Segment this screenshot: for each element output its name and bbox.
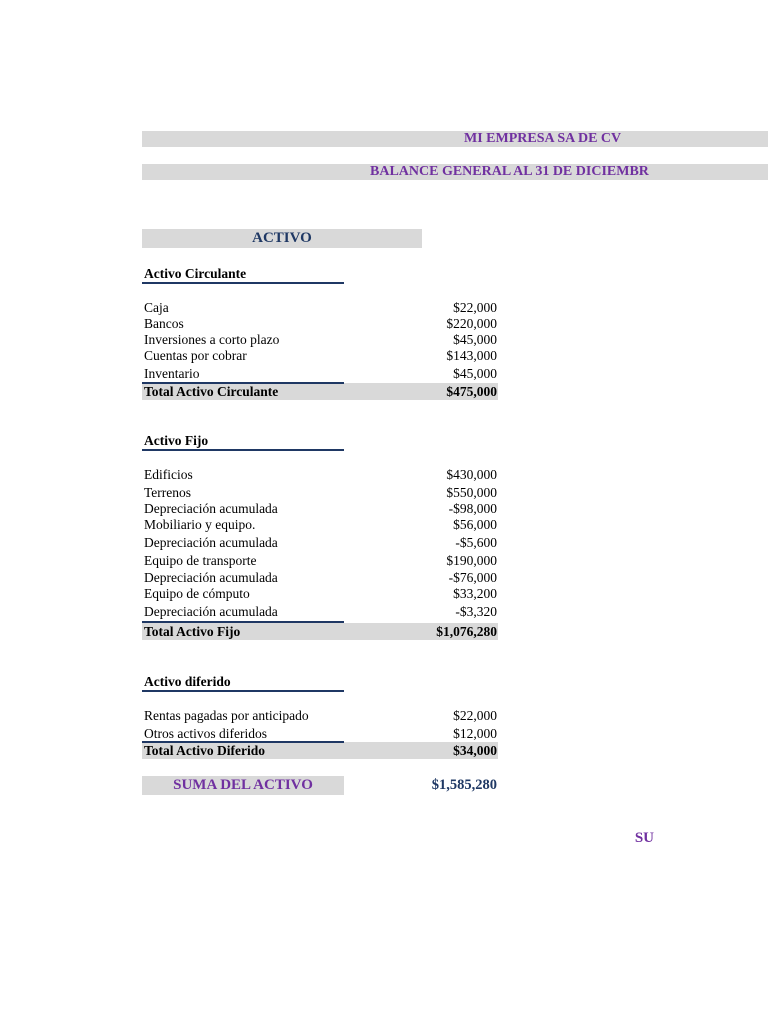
row-label: Inventario	[144, 366, 200, 381]
row-value: $22,000	[453, 708, 497, 723]
row-label: Depreciación acumulada	[144, 604, 278, 619]
row-label: Edificios	[144, 467, 193, 482]
section-title: Activo Fijo	[144, 433, 209, 448]
row-label: Depreciación acumulada	[144, 501, 278, 516]
table-row	[142, 708, 498, 724]
table-row	[142, 570, 498, 586]
table-row	[142, 553, 498, 569]
row-value: $190,000	[446, 553, 497, 568]
row-value: $550,000	[446, 485, 497, 500]
row-value: $33,200	[453, 586, 497, 601]
row-value: $12,000	[453, 726, 497, 741]
total-row	[142, 742, 498, 759]
section-activo-circulante	[142, 266, 498, 400]
section-activo-diferido	[142, 674, 498, 760]
section-activo-fijo	[142, 433, 498, 641]
row-value: $430,000	[446, 467, 497, 482]
row-label: Mobiliario y equipo.	[144, 517, 256, 532]
row-value: $56,000	[453, 517, 497, 532]
row-label: Equipo de cómputo	[144, 586, 250, 601]
table-row	[142, 332, 498, 348]
total-label: Total Activo Fijo	[144, 624, 241, 639]
total-label: Total Activo Diferido	[144, 743, 265, 758]
table-row	[142, 604, 498, 620]
row-value: -$5,600	[455, 535, 497, 550]
row-value: $143,000	[446, 348, 497, 363]
row-label: Depreciación acumulada	[144, 535, 278, 550]
company-name: MI EMPRESA SA DE CV	[464, 131, 622, 146]
table-row	[142, 467, 498, 483]
statement-title: BALANCE GENERAL AL 31 DE DICIEMBR	[370, 164, 649, 179]
table-row	[142, 535, 498, 551]
total-underline	[142, 621, 344, 623]
row-label: Otros activos diferidos	[144, 726, 267, 741]
table-row	[142, 517, 498, 533]
table-row	[142, 485, 498, 501]
table-row	[142, 300, 498, 316]
total-value: $475,000	[446, 384, 497, 399]
section-title: Activo Circulante	[144, 266, 247, 281]
suma-activo-value: $1,585,280	[431, 777, 497, 793]
row-value: $220,000	[446, 316, 497, 331]
row-label: Rentas pagadas por anticipado	[144, 708, 309, 723]
section-title: Activo diferido	[144, 674, 231, 689]
total-value: $1,076,280	[436, 624, 497, 639]
total-label: Total Activo Circulante	[144, 384, 279, 399]
row-value: -$98,000	[448, 501, 497, 516]
row-label: Terrenos	[144, 485, 192, 500]
total-underline	[142, 382, 344, 384]
table-row	[142, 501, 498, 517]
company-banner	[142, 131, 768, 147]
section-underline	[142, 449, 344, 451]
row-value: -$3,320	[455, 604, 497, 619]
total-value: $34,000	[453, 743, 497, 758]
row-label: Depreciación acumulada	[144, 570, 278, 585]
section-underline	[142, 690, 344, 692]
section-underline	[142, 282, 344, 284]
table-row	[142, 726, 498, 742]
table-row	[142, 586, 498, 602]
row-value: $45,000	[453, 332, 497, 347]
row-value: $22,000	[453, 300, 497, 315]
row-label: Inversiones a corto plazo	[144, 332, 280, 347]
table-row	[142, 366, 498, 382]
suma-activo-label: SUMA DEL ACTIVO	[142, 776, 344, 795]
total-row	[142, 383, 498, 400]
row-label: Caja	[144, 300, 169, 315]
statement-banner	[142, 164, 768, 180]
total-row	[142, 623, 498, 640]
row-value: -$76,000	[448, 570, 497, 585]
row-label: Bancos	[144, 316, 184, 331]
activo-heading: ACTIVO	[142, 229, 422, 248]
table-row	[142, 348, 498, 364]
row-label: Equipo de transporte	[144, 553, 257, 568]
table-row	[142, 316, 498, 332]
total-underline	[142, 741, 344, 743]
row-label: Cuentas por cobrar	[144, 348, 247, 363]
clipped-heading-text: SU	[634, 830, 654, 846]
row-value: $45,000	[453, 366, 497, 381]
